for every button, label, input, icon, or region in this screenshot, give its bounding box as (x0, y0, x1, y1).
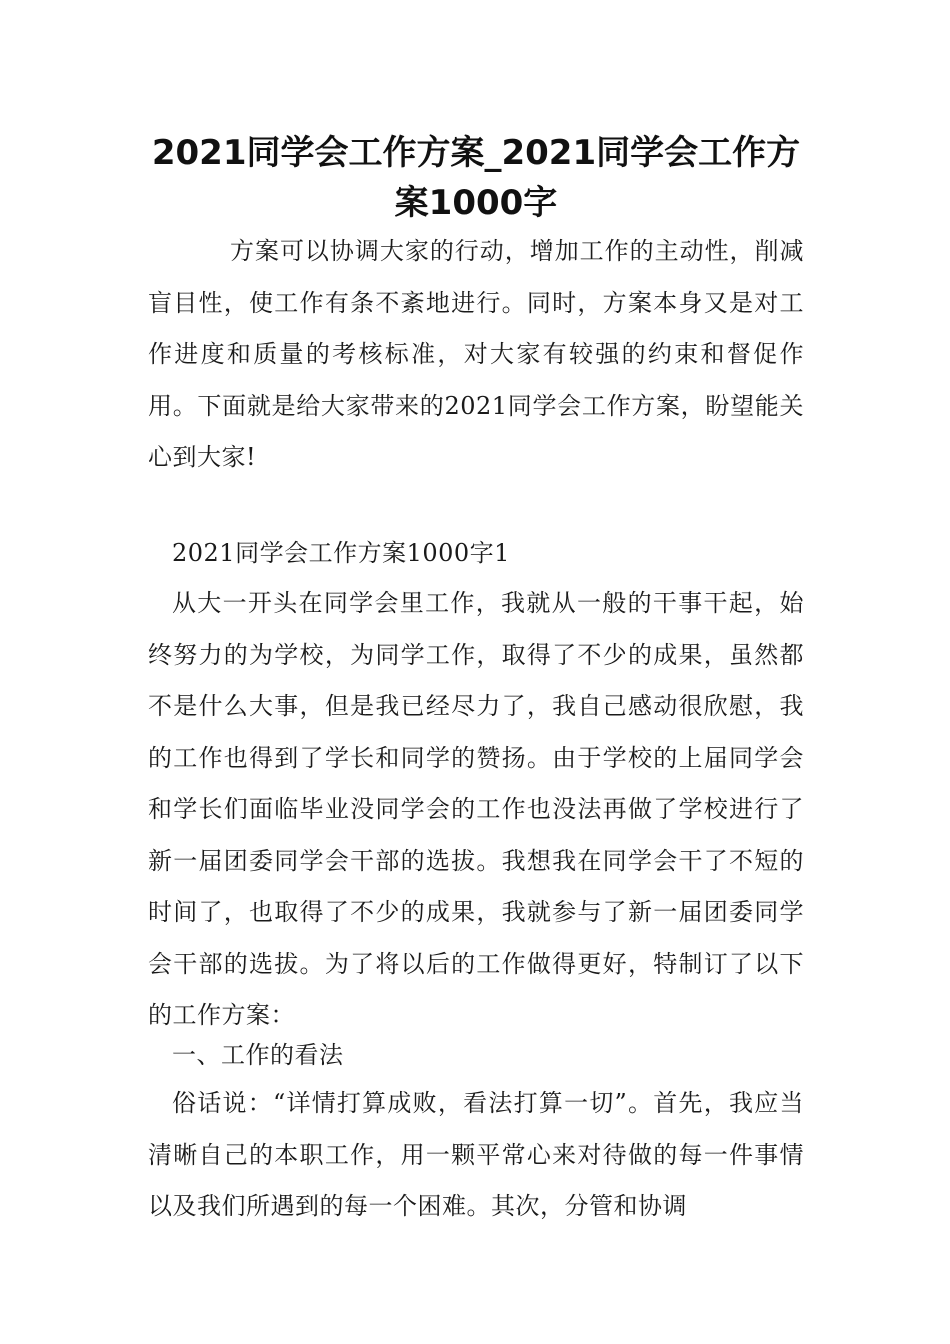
intro-paragraph: 方案可以协调大家的行动，增加工作的主动性，削减盲目性，使工作有条不紊地进行。同时，方案本身又是对工作进度和质量的考核标准，对大家有较强的约束和督促作用。下面就是给大家带来的2021同学会工作方案，盼望能关心到大家! (148, 237, 804, 471)
body-paragraph: 从大一开头在同学会里工作，我就从一般的干事干起，始终努力的为学校，为同学工作，取得了不少的成果，虽然都不是什么大事，但是我已经尽力了，我自己感动很欣慰，我的工作也得到了学长和同学的赞扬。由于学校的上届同学会和学长们面临毕业没同学会的工作也没法再做了学校进行了新一届团委同学会干部的选拔。我想我在同学会干了不短的时间了，也取得了不少的成果，我就参与了新一届团委同学会干部的选拔。为了将以后的工作做得更好，特制订了以下的工作方案： (148, 589, 804, 1029)
body-paragraph-2: 俗话说：“详情打算成败，看法打算一切”。首先，我应当清晰自己的本职工作，用一颗平常心来对待做的每一件事情以及我们所遇到的每一个困难。其次，分管和协调 (148, 1089, 804, 1220)
subsection-heading: 一、工作的看法 (172, 1041, 344, 1069)
document-title: 2021同学会工作方案_2021同学会工作方案1000字 (151, 133, 801, 223)
section-heading: 2021同学会工作方案1000字1 (172, 539, 510, 567)
